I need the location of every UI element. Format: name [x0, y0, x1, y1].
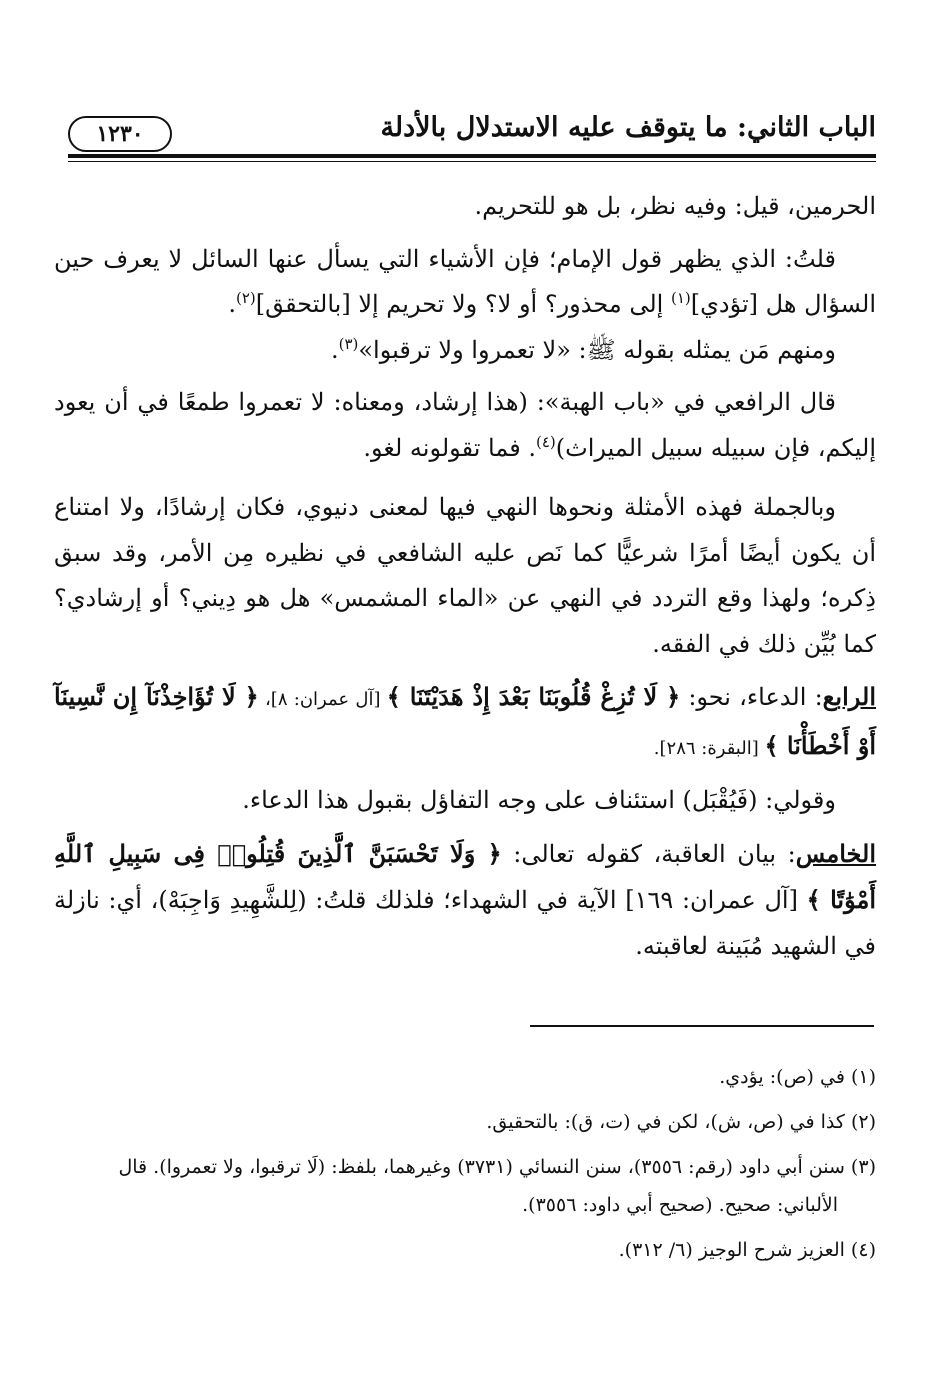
paragraph-1: الحرمين، قيل: وفيه نظر، بل هو للتحريم. — [474, 192, 876, 220]
paragraph-2-end: . — [228, 290, 236, 318]
paragraph-8-rest: [آل عمران: ١٦٩] الآية في الشهداء؛ فلذلك قلتُ: (لِلشَّهِيدِ وَاجِبَهْ)، أي: نازلة في الشهيد مُبَينة لعاقبته. — [54, 886, 876, 960]
header-rule-thin — [68, 161, 876, 162]
footnote-ref-1: (١) — [670, 289, 691, 307]
footnote-2: (٢) كذا في (ص، ش)، لكن في (ت، ق): بالتحقيق. — [486, 1111, 876, 1133]
paragraph-8 — [54, 831, 876, 970]
quran-verse-3: ﴿ وَلَا تَحْسَبَنَّ ٱلَّذِينَ قُتِلُوا۟ فِى سَبِيلِ ٱللَّهِ أَمْوَٰتًا ﴾ — [54, 838, 876, 914]
paragraph-8-intro: : بيان العاقبة، كقوله تعالى: — [501, 839, 796, 868]
paragraph-4-text: قال الرافعي في «باب الهبة»: (هذا إرشاد، ومعناه: لا تعمروا طمعًا في أن يعود إليكم، فإن سبيله سبيل الميراث) — [54, 388, 876, 462]
header-rule-thick — [68, 154, 876, 158]
chapter-title: الباب الثاني: ما يتوقف عليه الاستدلال بالأدلة — [380, 112, 876, 143]
paragraph-4-end: . فما تقولونه لغو. — [363, 433, 536, 462]
footnote-3-continued: الألباني: صحيح. (صحيح أبي داود: ٣٥٥٦). — [522, 1194, 838, 1216]
footnote-ref-4: (٤) — [535, 432, 556, 451]
footnote-4: (٤) العزيز شرح الوجيز (٦/ ٣١٢). — [618, 1239, 876, 1261]
quran-verse-2: ﴿ لَا تُؤَاخِذْنَآ إِن نَّسِينَآ أَوْ أَخْطَأْنَا ﴾ — [54, 682, 876, 760]
main-text — [54, 184, 876, 969]
paragraph-4 — [54, 380, 876, 471]
verse-source-2: [البقرة: ٢٨٦]. — [653, 737, 765, 759]
footnote-1: (١) في (ص): يؤدي. — [719, 1066, 876, 1088]
section-label-fifth: الخامس — [795, 838, 877, 868]
paragraph-2-mid: إلى محذور؟ أو لا؟ ولا تحريم إلا [بالتحقق] — [255, 290, 671, 318]
verse-source-1: [آل عمران: ٨]، — [258, 689, 387, 710]
paragraph-3-end: . — [330, 335, 339, 364]
running-header — [68, 110, 876, 154]
paragraph-2-text: قلتُ: الذي يظهر قول الإمام؛ فإن الأشياء التي يسأل عنها السائل لا يعرف حين السؤال هل [تؤدي] — [54, 244, 876, 318]
footnotes — [54, 1058, 876, 1276]
paragraph-2 — [54, 237, 876, 328]
quran-verse-1: ﴿ لَا تُزِغْ قُلُوبَنَا بَعْدَ إِذْ هَدَيْتَنَا ﴾ — [386, 682, 681, 711]
footnote-separator — [530, 1025, 874, 1027]
paragraph-3-text: ومنهم مَن يمثله بقوله ﷺ: «لا تعمروا ولا ترقبوا» — [358, 335, 836, 364]
section-label-fourth: الرابع — [822, 682, 876, 711]
footnote-ref-3: (٣) — [338, 334, 359, 353]
footnote-3: (٣) سنن أبي داود (رقم: ٣٥٥٦)، سنن النسائي (٣٧٣١) وغيرهما، بلفظ: (لَا ترقبوا، ولا تعمروا). قال — [118, 1156, 876, 1178]
paragraph-6 — [54, 674, 876, 771]
paragraph-5: وبالجملة فهذه الأمثلة ونحوها النهي فيها لمعنى دنيوي، فكان إرشادًا، ولا امتناع أن يكون أيضًا أمرًا شرعيًّا كما نَص عليه الشافعي في نظيره مِن الأمر، وقد سبق ذِكره؛ ولهذا وقع التردد في النهي عن «الماء المشمس» هل هو دِيني؟ أو إرشادي؟ كما بُيِّن ذلك في الفقه. — [54, 493, 876, 658]
page-number: ١٢٣٠ — [68, 116, 172, 152]
paragraph-3 — [54, 328, 876, 374]
paragraph-6-intro: : الدعاء، نحو: — [680, 683, 823, 711]
paragraph-7: وقولي: (فَيُقْبَل) استئناف على وجه التفاؤل بقبول هذا الدعاء. — [242, 786, 836, 814]
footnote-ref-2: (٢) — [235, 289, 256, 307]
